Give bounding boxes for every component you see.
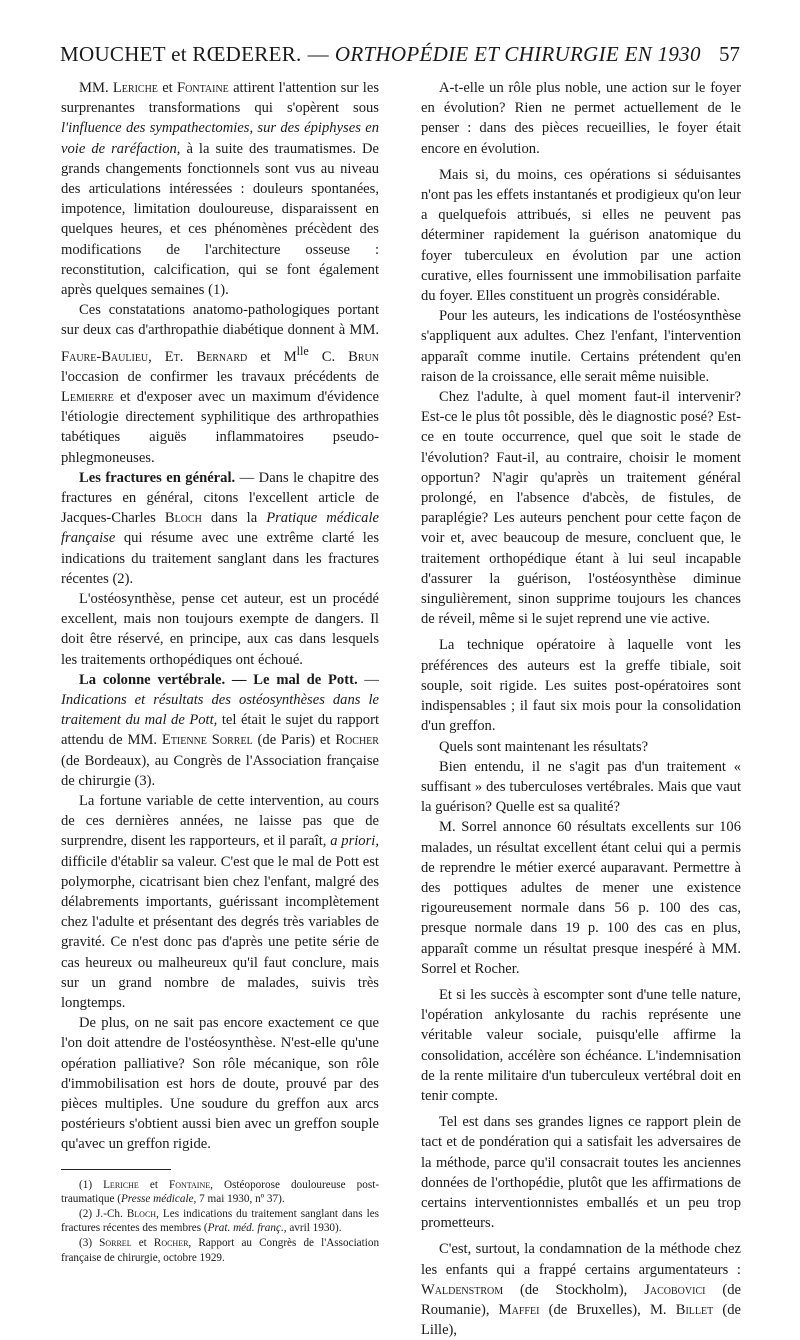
text-run: et [138,1237,147,1249]
author-name: Fontaine [177,80,229,96]
text-run: (de Stockholm), [520,1281,628,1298]
running-header [60,42,740,72]
author-name: Sorrel [99,1237,132,1249]
author-name: Waldenstrom [421,1281,504,1298]
italic-phrase: l'influence des sympathectomies, sur des épiphyses en voie de raréfaction, [61,120,379,157]
text-run: qui résume avec une extrême clarté les indications du traitement sanglant dans les fractures récentes (2). [61,530,379,587]
paragraph-osteosynthese: L'ostéosynthèse, pense cet auteur, est un procédé excellent, mais non toujours exempte de dangers. Il doit être réservé, en principe, aux cas dans lesquels les traitements orthopédiques ont échoué. [61,590,379,668]
author-name: Maffei [498,1301,540,1318]
paragraph-arthropathie [61,300,379,467]
author-name: Bloch [164,510,202,527]
header-journal-title: ORTHOPÉDIE ET CHIRURGIE EN 1930 [334,42,701,66]
paragraph-mal-de-pott [61,670,379,791]
text-run: (de Bordeaux), au Congrès de l'Association française de chirurgie (3). [61,752,379,789]
text-run: dans la [210,510,258,527]
header-authors: MOUCHET et RŒDERER. [60,42,302,66]
text-run: l'occasion de confirmer les travaux précédents de [61,368,379,385]
section-heading: La colonne vertébrale. — Le mal de Pott. [79,671,358,688]
author-name: Rocher, [153,1237,192,1249]
paragraph-rapport-plein-de-tact: Tel est dans ses grandes lignes ce rapport plein de tact et de pondération qui a satisfait les adversaires de la méthode, parce qu'il consacrait toutes les anciennes données de l'orthopédie, plutôt que les affirmations de certains interventionnistes emballés et un peu trop prometteurs. [421,1114,741,1232]
author-name: Leriche [112,80,158,96]
running-title [60,42,701,67]
text-run: (de Roumanie), [421,1281,741,1318]
paragraph-fractures [61,468,379,589]
paragraph-operations-seduisantes: Mais si, du moins, ces opérations si séduisantes n'ont pas les effets instantanés et prodigieux qu'on leur a quelquefois attribués, si elles ne peuvent pas déterminer rapidement la guérison anatomique du foyer tuberculeux en évolution par une action curative, elles fournissent une immobilisation parfaite du foyer. Elles constituent un progrès considérable. [421,166,741,305]
author-name: Lemierre [61,388,114,405]
text-run: (de Lille), [421,1301,742,1339]
text-run: difficile d'établir sa valeur. C'est que le mal de Pott est polymorphe, cicatrisant bien chez l'enfant, malgré des délabrements importants, guérissant incomplètement chez l'adulte et présentant des degrés très variables de gravité. Ce n'est donc pas d'après une petite série de cas heureux ou malheureux qu'il faut conclure, mais sur un grand nombre de malades, suivis très longtemps. [61,853,379,1011]
header-separator: — [307,42,329,66]
left-column [61,78,379,1265]
page-number: 57 [719,42,740,66]
footnote-3 [61,1236,379,1265]
text-run: MM. [79,80,109,96]
section-heading: Les fractures en général. [79,469,236,486]
text-run: 7 mai 1930, nº 37). [199,1193,285,1206]
paragraph-resultats-question: Quels sont maintenant les résultats? [439,738,649,755]
author-name: Leriche [103,1178,139,1191]
text-run: attirent l'attention sur les surprenantes transformations qui s'opèrent sous [61,80,380,117]
paragraph-fortune-variable [61,791,379,1013]
text-run: et d'exposer avec un maximum d'évidence l'étiologie directement syphilitique des arthropathies tabétiques aiguës inflammatoires pseudo-phlegmoneuses. [61,388,379,466]
paragraph-role-noble: A-t-elle un rôle plus noble, une action sur le foyer en évolution? Rien ne permet actuellement de le penser : dans des pièces recueillies, le foyer était encore en évolution. [421,80,741,157]
author-name: Faure-Baulieu, Et. Bernard [61,348,248,365]
text-run: et [162,80,173,96]
paragraph-sympathectomies [61,78,379,300]
italic-phrase: Prat. méd. franç., [207,1222,287,1235]
paragraph-succes: Et si les succès à escompter sont d'une telle nature, l'opération ankylosante du rachis représente une véritable valeur sociale, puisqu'elle affirme la consolidation, accélère son échéance. L'indemnisation de la rente militaire d'un tuberculeux vertébral doit en tenir compte. [421,986,741,1104]
footnote-divider [61,1169,171,1170]
author-name: Etienne Sorrel [161,732,253,749]
text-run: Les indications du traitement sanglant dans les fractures récentes des membres ( [61,1207,380,1235]
text-run: (3) [79,1237,93,1249]
text-run: — Dans le chapitre des fractures en général, citons l'excellent article de Jacques-Charles [61,469,379,527]
footnote-1 [61,1178,379,1207]
italic-phrase: a priori, [330,833,379,850]
author-name: C. Brun [321,348,379,365]
text-run: Ces constatations anatomo-pathologiques portant sur deux cas d'arthropathie diabétique donnent à MM. [61,302,379,339]
paragraph-indications-adultes: Pour les auteurs, les indications de l'ostéosynthèse s'appliquent aux adultes. Chez l'enfant, l'intervention apparaît comme inutile. Certains prétendent qu'en raison de la croissance, elle serait même nuisible. [421,308,741,385]
paragraph-condamnation [421,1239,741,1340]
paragraph-chez-adulte: Chez l'adulte, à quel moment faut-il intervenir? Est-ce le plus tôt possible, dès le diagnostic posé? Est-ce en toute occurrence, quel que soit le stade de l'évolution? Faut-il, au contraire, choisir le moment opportun? N'agir qu'après un traitement général prolongé, en l'absence d'abcès, de fistules, de paraplégie? Les auteurs penchent pour cette façon de voir et, avec beaucoup de mesure, concluent que, le traitement orthopédique étant à lui seul incapable d'assurer la guérison, l'ostéosynthèse diminue singulièrement, sinon supprime toujours les chances de réveil, même si le sujet reprend une vie active. [421,389,741,628]
text-run: (de Paris) et [257,732,331,749]
text-run: C'est, surtout, la condamnation de la méthode chez les enfants qui a frappé certains argumentateurs : [421,1241,741,1278]
text-run: et [149,1178,158,1191]
superscript: lle [296,343,309,358]
text-run: avril 1930). [289,1222,342,1235]
right-column [421,78,741,1340]
footnote-2 [61,1207,379,1236]
text-run: Rapport au Congrès de l'Association française de chirurgie, octobre 1929. [61,1237,380,1264]
author-name: Bloch, [126,1207,159,1220]
paragraph-technique-operatoire: La technique opératoire à laquelle vont les préférences des auteurs est la greffe tibiale, soit souple, soit rigide. Les suites post-opératoires sont indispensables ; il faut six mois pour la consolidation d'un greffon. [421,637,741,735]
author-name: Fontaine, [169,1178,213,1191]
paragraph-de-plus: De plus, on ne sait pas encore exactement ce que l'on doit attendre de l'ostéosynthèse. N'est-elle qu'une opération palliative? Son rôle mécanique, son rôle d'immobilisation est hors de doute, prouvé par des pièces multiples. Une soudure du greffon aux arcs postérieurs s'obtient aussi bien avec un greffon souple qu'avec un greffon rigide. [61,1015,379,1153]
text-run: — [364,671,379,688]
italic-phrase: Indications et résultats des ostéosynthèses dans le traitement du mal de Pott, [61,691,379,729]
paragraph-sorrel-resultats: M. Sorrel annonce 60 résultats excellents sur 106 malades, un résultat excellent étant celui qui a permis de reprendre le métier exercé auparavant. Permettre à des pottiques adultes de mener une existence rigoureusement normale dans 56 p. 100 des cas, presque normale dans 19 p. 100 des cas en plus, apparaît comme un résultat presque inespéré à MM. Sorrel et Rocher. [421,819,741,977]
text-run: (de Bruxelles), M. [548,1301,667,1318]
text-run: tel était le sujet du rapport attendu de MM. [61,712,379,749]
text-run: Ostéoporose douloureuse post-traumatique ( [61,1178,380,1206]
text-run: et M [260,348,297,365]
author-name: Jacobovici [644,1281,706,1298]
text-run: à la suite des traumatismes. De grands changements fonctionnels sont vus au niveau des articulations intéressées : douleurs spontanées, impotence, limitation douloureuse, disparaissent en quelques heures, et ces phénomènes précèdent des modifications de l'architecture osseuse : reconstitution, calcification, qui se font également après quelques semaines (1). [61,140,379,299]
text-run: (1) [79,1178,93,1191]
italic-phrase: Pratique médicale française [61,510,379,547]
author-name: Rocher [335,732,379,749]
text-run: La fortune variable de cette intervention, au cours de ces dernières années, ne laisse pas que de surprendre, disent les rapporteurs, et il paraît, [61,792,379,850]
italic-phrase: Presse médicale, [120,1193,197,1206]
author-name: Billet [675,1301,714,1318]
paragraph-bien-entendu: Bien entendu, il ne s'agit pas d'un traitement « suffisant » des tuberculoses vertébrales. Mais que vaut la guérison? Quelle est sa qualité? [421,758,741,816]
text-run: (2) J.-Ch. [79,1207,123,1220]
